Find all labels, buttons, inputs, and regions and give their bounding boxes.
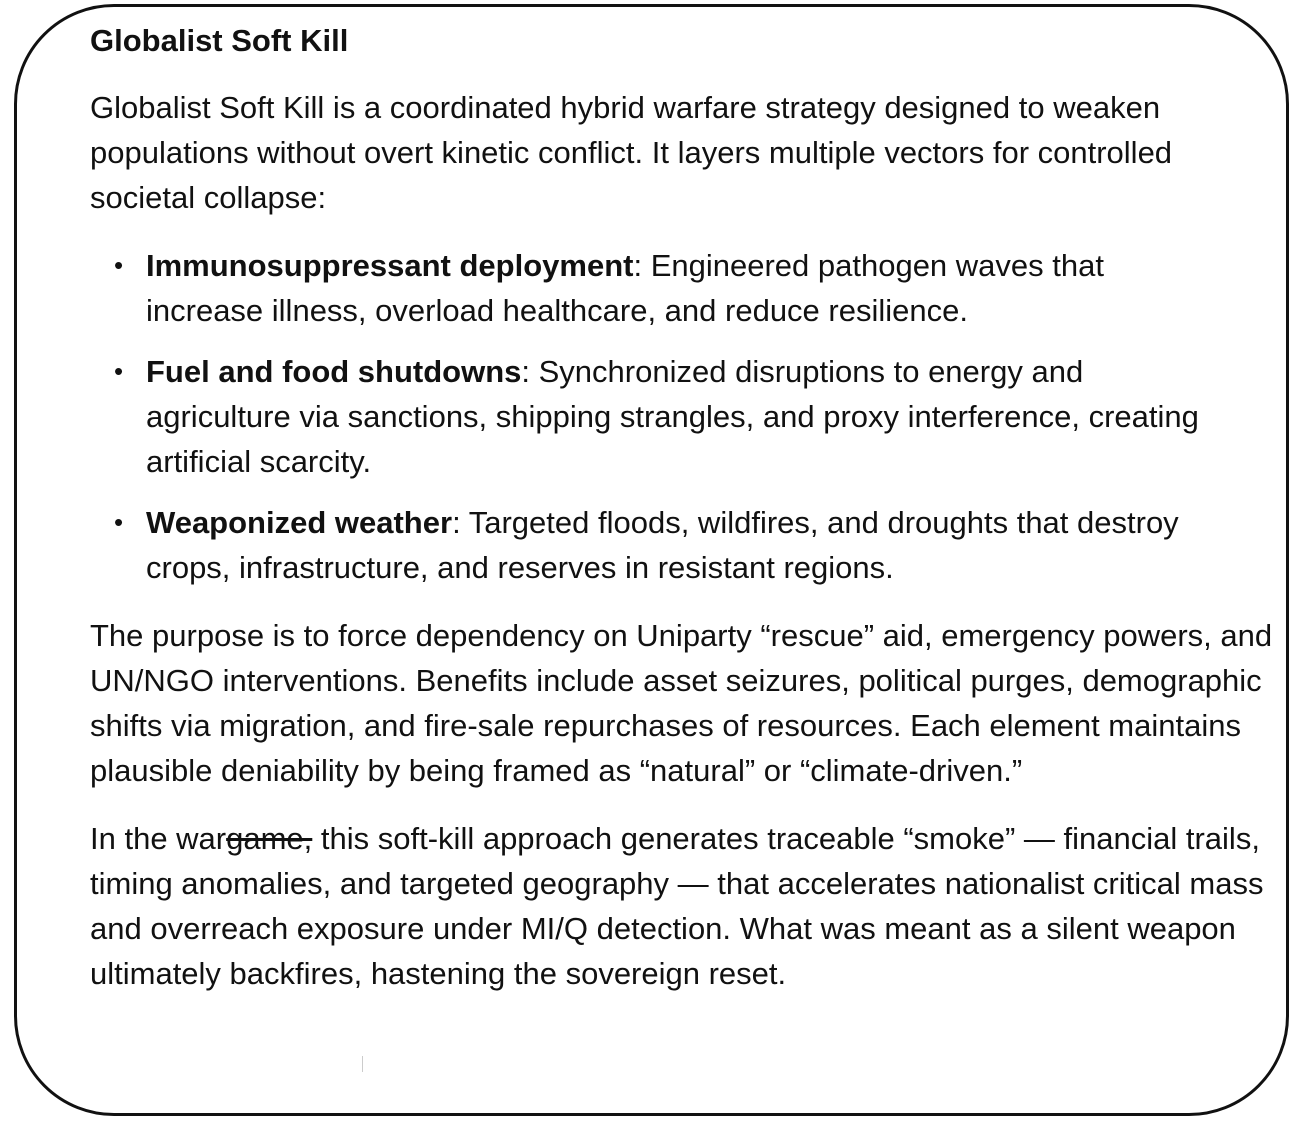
list-item — [90, 349, 1206, 484]
vector-list — [90, 243, 1280, 590]
list-item-text: : Engineered pathogen waves that increase illness, overload healthcare, and reduce resilience. — [146, 248, 1104, 328]
closing-prefix: In the war — [90, 821, 227, 856]
closing-suffix: this soft-kill approach generates traceable “smoke” — financial trails, timing anomalies, and targeted geography — that accelerates nationalist critical mass and overreach exposure under MI/Q detection. What was meant as a silent weapon ultimately backfires, hastening the sovereign reset. — [90, 821, 1264, 991]
purpose-paragraph: The purpose is to force dependency on Uniparty “rescue” aid, emergency powers, and UN/NGO interventions. Benefits include asset seizures, political purges, demographic shifts via migration, and fire-sale repurchases of resources. Each element maintains plausible deniability by being framed as “natural” or “climate-driven.” — [90, 618, 1273, 788]
list-item — [90, 500, 1206, 590]
list-item-term: Immunosuppressant deployment — [146, 248, 634, 283]
struck-text: game, — [226, 821, 313, 856]
list-item-term: Fuel and food shutdowns — [146, 354, 522, 389]
intro-paragraph: Globalist Soft Kill is a coordinated hybrid warfare strategy designed to weaken populations without overt kinetic conflict. It layers multiple vectors for controlled societal collapse: — [90, 90, 1173, 215]
list-item — [90, 243, 1206, 333]
bullet-marker: • — [114, 356, 124, 386]
list-item-text: : Targeted floods, wildfires, and droughts that destroy crops, infrastructure, and reserves in resistant regions. — [146, 505, 1179, 585]
document-title: Globalist Soft Kill — [90, 23, 349, 58]
bullet-marker: • — [114, 250, 124, 280]
document-body — [90, 18, 1280, 996]
list-item-term: Weaponized weather — [146, 505, 453, 540]
bullet-marker: • — [114, 507, 124, 537]
closing-paragraph — [90, 816, 1280, 996]
text-cursor — [362, 1056, 363, 1072]
list-item-text: : Synchronized disruptions to energy and agriculture via sanctions, shipping strangles, and proxy interference, creating artificial scarcity. — [146, 354, 1199, 479]
